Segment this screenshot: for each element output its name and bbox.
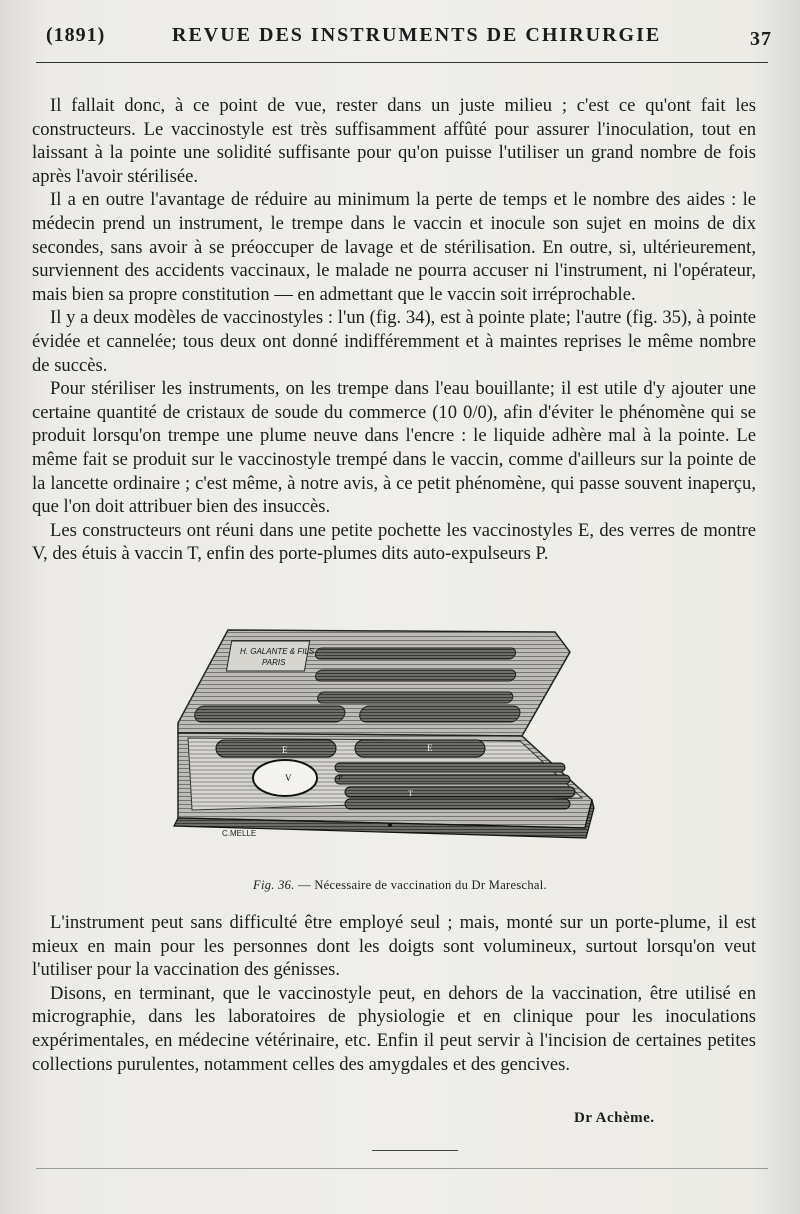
- letter-v: V: [285, 773, 292, 783]
- maker-label-line2: PARIS: [262, 658, 286, 667]
- pen-holder-p: [335, 775, 570, 784]
- running-header: [32, 22, 772, 52]
- engraver-signature: C.MELLE: [222, 829, 257, 838]
- paragraph: Les constructeurs ont réuni dans une petite pochette les vaccinostyles E, des verres de montre V, des étuis à vaccin T, enfin des porte-plumes dits auto-expulseurs P.: [32, 519, 756, 565]
- header-title: REVUE DES INSTRUMENTS DE CHIRURGIE: [172, 24, 662, 46]
- author-signature: Dr Achème.: [574, 1110, 655, 1126]
- end-rule: [372, 1150, 458, 1151]
- figure-caption-text: — Nécessaire de vaccination du Dr Mareschal.: [298, 878, 547, 892]
- pen-holder-p: [335, 763, 565, 772]
- body-text-after-figure: [32, 911, 756, 1076]
- letter-p: P: [338, 773, 343, 782]
- page-number: 37: [750, 28, 772, 50]
- vaccinostyle-compartment-e: [216, 740, 336, 757]
- letter-t: T: [408, 789, 413, 798]
- body-text-before-figure: [32, 94, 756, 566]
- paragraph: Pour stériliser les instruments, on les trempe dans l'eau bouillante; il est utile d'y ajouter une certaine quantité de cristaux de soude du commerce (10 0/0), afin d'éviter le phénomène qui se produit lorsqu'on trempe une plume neuve dans l'encre : le liquide adhère mal à la pointe. Le même fait se produit sur le vaccinostyle trempé dans le vaccin, comme d'ailleurs sur la pointe de la lancette ordinaire ; c'est même, à notre avis, à ce petit phénomène, qui passe souvent inaperçu, que l'on doit attribuer bien des insuccès.: [32, 378, 756, 518]
- header-year: (1891): [46, 24, 106, 46]
- vaccination-kit-engraving: [170, 628, 600, 863]
- footer-rule: [36, 1168, 768, 1169]
- paragraph: Il y a deux modèles de vaccinostyles : l'un (fig. 34), est à pointe plate; l'autre (fig. 35), à pointe évidée et cannelée; tous deux ont donné indifféremment et à maintes reprises le même nombre de succès.: [32, 307, 756, 376]
- letter-e: E: [282, 745, 288, 755]
- paragraph: L'instrument peut sans difficulté être employé seul ; mais, monté sur un porte-plume, il est mieux en main pour les personnes dont les doigts sont volumineux, surtout lorsqu'on veut l'utiliser pour la vaccination des génisses.: [32, 912, 756, 981]
- figure-caption: [0, 878, 800, 893]
- paragraph: Il fallait donc, à ce point de vue, rester dans un juste milieu ; c'est ce qu'ont fait les constructeurs. Le vaccinostyle est très suffisamment affûté pour assurer l'inoculation, tout en laissant à la pointe une solidité suffisante pour qu'on puisse l'utiliser un grand nombre de fois après l'avoir stérilisée.: [32, 95, 756, 187]
- vaccinostyle-compartment-e: [355, 740, 485, 757]
- paragraph: Il a en outre l'avantage de réduire au minimum la perte de temps et le nombre des aides : le médecin prend un instrument, le trempe dans le vaccin et inocule son sujet en moins de dix secondes, sans avoir à se préoccuper de lavage et de stérilisation. En outre, si, ultérieurement, surviennent des accidents vaccinaux, le malade ne pourra accuser ni l'instrument, ni l'opérateur, mais bien sa propre constitution — en admettant que le vaccin soit irréprochable.: [32, 189, 756, 305]
- maker-label-line1: H. GALANTE & FILS: [240, 647, 315, 656]
- figure-number: Fig. 36.: [253, 878, 295, 892]
- vaccine-tube-t: [345, 787, 575, 797]
- letter-e: E: [427, 743, 433, 753]
- maker-label: [226, 641, 314, 671]
- case-clasp: [388, 823, 392, 827]
- paragraph: Disons, en terminant, que le vaccinostyle peut, en dehors de la vaccination, être utilisé en micrographie, dans les laboratoires de physiologie et en clinique pour les inoculations expérimentales, en médecine vétérinaire, etc. Enfin il peut servir à l'incision de certaines petites collections purulentes, notamment celles des amygdales et des gencives.: [32, 982, 756, 1075]
- header-rule: [36, 62, 768, 63]
- vaccine-tube-t: [345, 799, 570, 809]
